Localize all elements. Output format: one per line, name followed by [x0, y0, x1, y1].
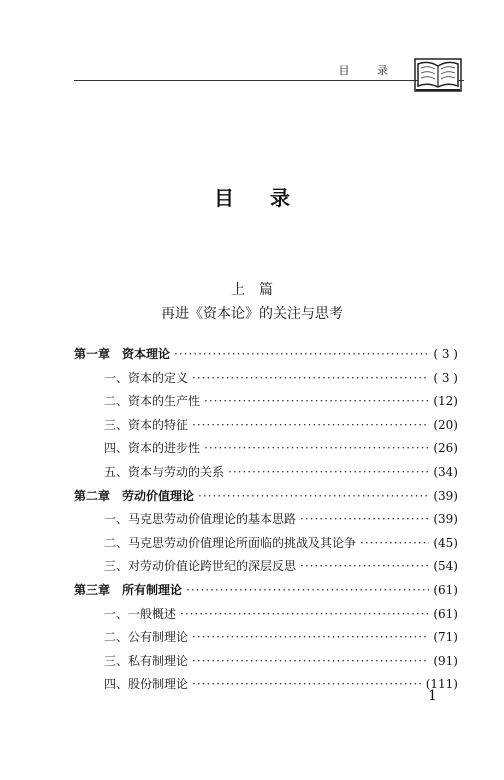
toc-entry-label: 二、马克思劳动价值理论所面临的挑战及其论争 [104, 535, 357, 550]
toc-entry-page: ( 3 ) [433, 370, 458, 385]
dot-leader [180, 607, 429, 621]
part-label: 上篇 [231, 282, 287, 298]
toc-entry-page: (20) [433, 417, 458, 432]
dot-leader [174, 347, 429, 361]
toc-section-entry[interactable] [74, 534, 458, 558]
toc-entry-label: 二、公有制理论 [104, 630, 189, 645]
toc-entry-page: ( 3 ) [433, 347, 458, 361]
toc-entry-label: 三、资本的特征 [104, 417, 189, 432]
table-of-contents [74, 345, 458, 699]
dot-leader [192, 371, 429, 385]
toc-entry-page: (39) [433, 512, 458, 527]
dot-leader [192, 418, 429, 432]
toc-entry-label: 第三章 所有制理论 [74, 582, 183, 597]
dot-leader [192, 630, 429, 644]
toc-section-entry[interactable] [74, 392, 458, 416]
toc-chapter-entry[interactable] [74, 487, 458, 511]
toc-chapter-entry[interactable] [74, 581, 458, 605]
dot-leader [198, 489, 429, 503]
toc-entry-page: (71) [433, 630, 458, 645]
toc-entry-page: (54) [433, 559, 458, 574]
toc-entry-label: 三、对劳动价值论跨世纪的深层反思 [104, 559, 297, 574]
part-subtitle: 再进《资本论》的关注与思考 [161, 306, 343, 322]
dot-leader [360, 536, 429, 550]
toc-entry-label: 第二章 劳动价值理论 [74, 488, 195, 503]
toc-entry-label: 三、私有制理论 [104, 653, 189, 668]
header-text: 目 录 [338, 64, 400, 77]
dot-leader [186, 583, 429, 597]
toc-entry-label: 一、一般概述 [104, 606, 177, 621]
page-number: 1 [428, 688, 437, 704]
toc-entry-page: (91) [433, 653, 458, 668]
running-header [74, 56, 464, 96]
toc-section-entry[interactable] [74, 675, 458, 699]
toc-section-entry[interactable] [74, 510, 458, 534]
toc-entry-label: 二、资本的生产性 [104, 394, 201, 409]
toc-section-entry[interactable] [74, 605, 458, 629]
page-title: 目录 [214, 186, 326, 210]
toc-entry-page: (61) [433, 606, 458, 621]
toc-entry-label: 一、马克思劳动价值理论的基本思路 [104, 512, 297, 527]
toc-entry-page: (39) [433, 488, 458, 503]
toc-entry-page: (111) [425, 677, 458, 692]
dot-leader [300, 559, 429, 573]
open-book-icon [414, 56, 462, 94]
toc-section-entry[interactable] [74, 652, 458, 676]
toc-entry-page: (34) [433, 464, 458, 479]
toc-entry-label: 第一章 资本理论 [74, 347, 171, 361]
toc-chapter-entry[interactable] [74, 345, 458, 369]
toc-entry-page: (26) [433, 441, 458, 456]
dot-leader [204, 441, 429, 455]
toc-entry-page: (12) [433, 394, 458, 409]
dot-leader [192, 654, 429, 668]
toc-section-entry[interactable] [74, 416, 458, 440]
toc-section-entry[interactable] [74, 463, 458, 487]
toc-entry-page: (61) [433, 582, 458, 597]
dot-leader [192, 677, 422, 691]
dot-leader [300, 512, 429, 526]
header-rule [74, 80, 464, 81]
toc-section-entry[interactable] [74, 439, 458, 463]
toc-entry-label: 五、资本与劳动的关系 [104, 464, 225, 479]
toc-entry-page: (45) [433, 535, 458, 550]
toc-entry-label: 一、资本的定义 [104, 370, 189, 385]
toc-entry-label: 四、股份制理论 [104, 677, 189, 692]
dot-leader [228, 465, 429, 479]
toc-section-entry[interactable] [74, 628, 458, 652]
dot-leader [204, 394, 429, 408]
toc-section-entry[interactable] [74, 369, 458, 393]
toc-entry-label: 四、资本的进步性 [104, 441, 201, 456]
toc-section-entry[interactable] [74, 557, 458, 581]
